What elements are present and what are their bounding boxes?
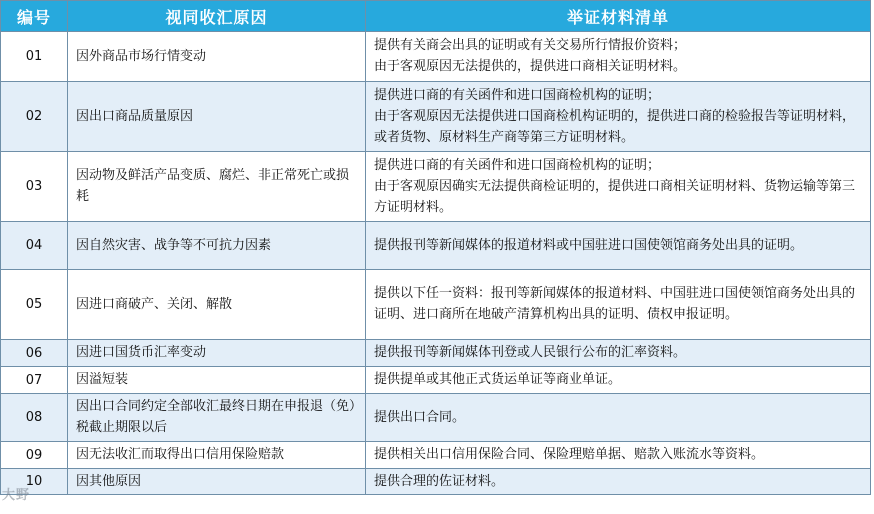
material-line: 提供以下任一资料：报刊等新闻媒体的报道材料、中国驻进口国使领馆商务处出具的证明、进口商所在地破产清算机构出具的证明、债权申报证明。 <box>374 286 856 322</box>
row-materials <box>366 394 871 442</box>
material-line: 由于客观原因无法提供的，提供进口商相关证明材料。 <box>374 59 687 74</box>
row-number: 06 <box>1 340 68 367</box>
row-number: 04 <box>1 222 68 270</box>
table-row <box>1 32 871 82</box>
table-row <box>1 152 871 222</box>
material-line: 提供报刊等新闻媒体刊登或人民银行公布的汇率资料。 <box>374 345 687 360</box>
row-reason: 因出口商品质量原因 <box>68 82 366 152</box>
row-materials <box>366 32 871 82</box>
table-row <box>1 469 871 495</box>
row-materials <box>366 222 871 270</box>
header-no: 编号 <box>1 1 68 32</box>
row-reason: 因动物及鲜活产品变质、腐烂、非正常死亡或损耗 <box>68 152 366 222</box>
row-number: 10 <box>1 469 68 495</box>
row-reason: 因出口合同约定全部收汇最终日期在申报退（免）税截止期限以后 <box>68 394 366 442</box>
row-number: 05 <box>1 270 68 340</box>
table-row <box>1 442 871 469</box>
material-line: 由于客观原因确实无法提供商检证明的，提供进口商相关证明材料、货物运输等第三方证明材料。 <box>374 178 856 215</box>
table-row <box>1 367 871 394</box>
row-number: 08 <box>1 394 68 442</box>
row-materials <box>366 367 871 394</box>
row-reason: 因外商品市场行情变动 <box>68 32 366 82</box>
header-materials: 举证材料清单 <box>366 1 871 32</box>
row-materials <box>366 469 871 495</box>
row-reason: 因其他原因 <box>68 469 366 495</box>
table-row <box>1 270 871 340</box>
row-materials <box>366 152 871 222</box>
header-reason: 视同收汇原因 <box>68 1 366 32</box>
table-row <box>1 340 871 367</box>
table-header-row <box>1 1 871 32</box>
table-row <box>1 222 871 270</box>
material-line: 提供提单或其他正式货运单证等商业单证。 <box>374 372 622 387</box>
table-row <box>1 394 871 442</box>
row-reason: 因进口商破产、关闭、解散 <box>68 270 366 340</box>
material-line: 提供进口商的有关函件和进口国商检机构的证明； <box>374 157 661 173</box>
row-materials <box>366 340 871 367</box>
row-number: 09 <box>1 442 68 469</box>
row-number: 03 <box>1 152 68 222</box>
watermark-logo: 大野 <box>2 488 31 503</box>
row-reason: 因进口国货币汇率变动 <box>68 340 366 367</box>
row-number: 02 <box>1 82 68 152</box>
row-reason: 因无法收汇而取得出口信用保险赔款 <box>68 442 366 469</box>
material-line: 提供相关出口信用保险合同、保险理赔单据、赔款入账流水等资料。 <box>374 447 765 462</box>
row-materials <box>366 270 871 340</box>
row-reason: 因自然灾害、战争等不可抗力因素 <box>68 222 366 270</box>
row-reason: 因溢短装 <box>68 367 366 394</box>
table-row <box>1 82 871 152</box>
row-materials <box>366 82 871 152</box>
row-number: 07 <box>1 367 68 394</box>
row-number: 01 <box>1 32 68 82</box>
row-materials <box>366 442 871 469</box>
material-line: 提供合理的佐证材料。 <box>374 473 505 489</box>
material-line: 由于客观原因无法提供进口国商检机构证明的，提供进口商的检验报告等证明材料，或者货物、原材料生产商等第三方证明材料。 <box>374 108 856 145</box>
material-line: 提供有关商会出具的证明或有关交易所行情报价资料； <box>374 38 687 53</box>
material-line: 提供出口合同。 <box>374 409 466 425</box>
material-line: 提供进口商的有关函件和进口国商检机构的证明； <box>374 87 661 103</box>
material-line: 提供报刊等新闻媒体的报道材料或中国驻进口国使领馆商务处出具的证明。 <box>374 237 804 253</box>
